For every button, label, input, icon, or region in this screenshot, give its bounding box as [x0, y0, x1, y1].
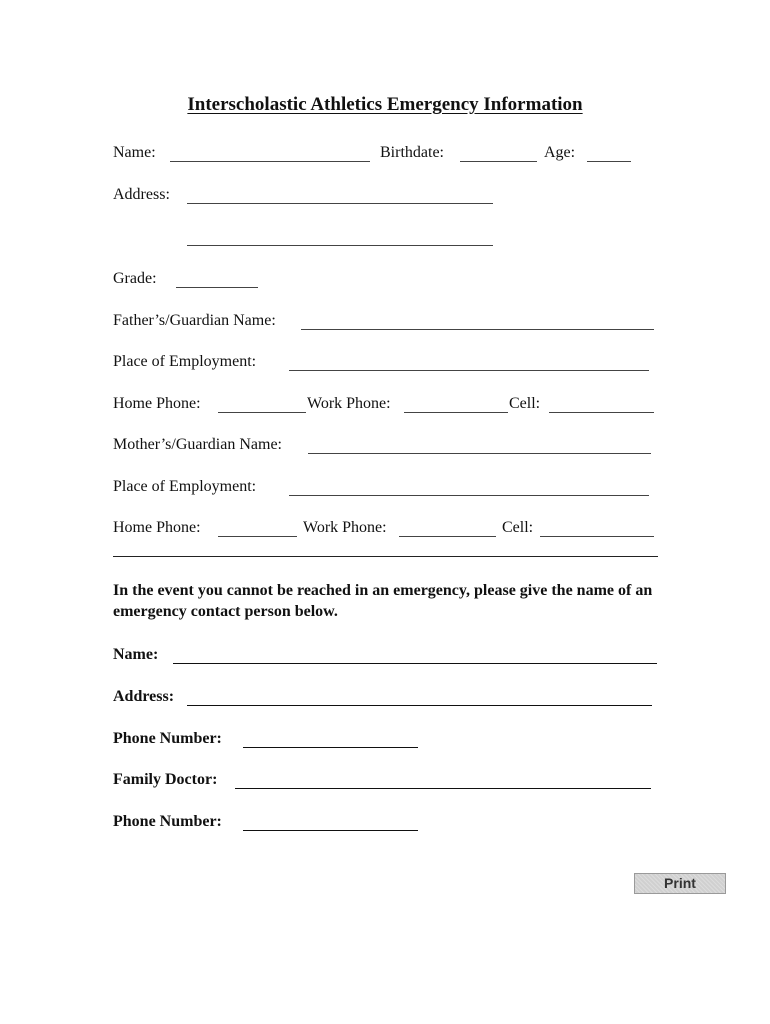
emergency-address-field[interactable]: [187, 705, 652, 706]
father-name-label: Father’s/Guardian Name:: [113, 312, 276, 329]
father-work-phone-label: Work Phone:: [307, 395, 391, 412]
father-employment-label: Place of Employment:: [113, 353, 257, 370]
mother-employment-field[interactable]: [289, 495, 649, 496]
mother-work-phone-field[interactable]: [399, 536, 496, 537]
mother-name-field[interactable]: [308, 453, 651, 454]
mother-work-phone-label: Work Phone:: [303, 519, 387, 536]
age-label: Age:: [544, 144, 576, 161]
father-home-phone-field[interactable]: [218, 412, 306, 413]
family-doctor-field[interactable]: [235, 788, 651, 789]
emergency-instruction: In the event you cannot be reached in an emergency, please give the name of an emergency contact person below.: [113, 582, 653, 620]
mother-employment-label: Place of Employment:: [113, 478, 257, 495]
mother-cell-field[interactable]: [540, 536, 654, 537]
mother-cell-label: Cell:: [502, 519, 534, 536]
name-label: Name:: [113, 144, 156, 161]
emergency-phone-label: Phone Number:: [113, 730, 222, 747]
emergency-name-label: Name:: [113, 646, 159, 663]
address-label: Address:: [113, 186, 170, 203]
mother-home-phone-label: Home Phone:: [113, 519, 201, 536]
age-field[interactable]: [587, 161, 631, 162]
doctor-phone-field[interactable]: [243, 830, 418, 831]
father-home-phone-label: Home Phone:: [113, 395, 201, 412]
section-divider: [113, 556, 658, 557]
address-field-line-1[interactable]: [187, 203, 493, 204]
emergency-name-field[interactable]: [173, 663, 657, 664]
address-field-line-2[interactable]: [187, 245, 493, 246]
mother-home-phone-field[interactable]: [218, 536, 297, 537]
emergency-address-label: Address:: [113, 688, 175, 705]
father-cell-field[interactable]: [549, 412, 654, 413]
grade-field[interactable]: [176, 287, 258, 288]
mother-name-label: Mother’s/Guardian Name:: [113, 436, 282, 453]
birthdate-label: Birthdate:: [380, 144, 444, 161]
form-title: Interscholastic Athletics Emergency Information: [187, 94, 583, 115]
doctor-phone-label: Phone Number:: [113, 813, 222, 830]
father-cell-label: Cell:: [509, 395, 541, 412]
father-employment-field[interactable]: [289, 370, 649, 371]
emergency-phone-field[interactable]: [243, 747, 418, 748]
grade-label: Grade:: [113, 270, 157, 287]
print-button[interactable]: Print: [634, 873, 726, 894]
father-work-phone-field[interactable]: [404, 412, 508, 413]
name-field[interactable]: [170, 161, 370, 162]
family-doctor-label: Family Doctor:: [113, 771, 218, 788]
father-name-field[interactable]: [301, 329, 654, 330]
birthdate-field[interactable]: [460, 161, 537, 162]
